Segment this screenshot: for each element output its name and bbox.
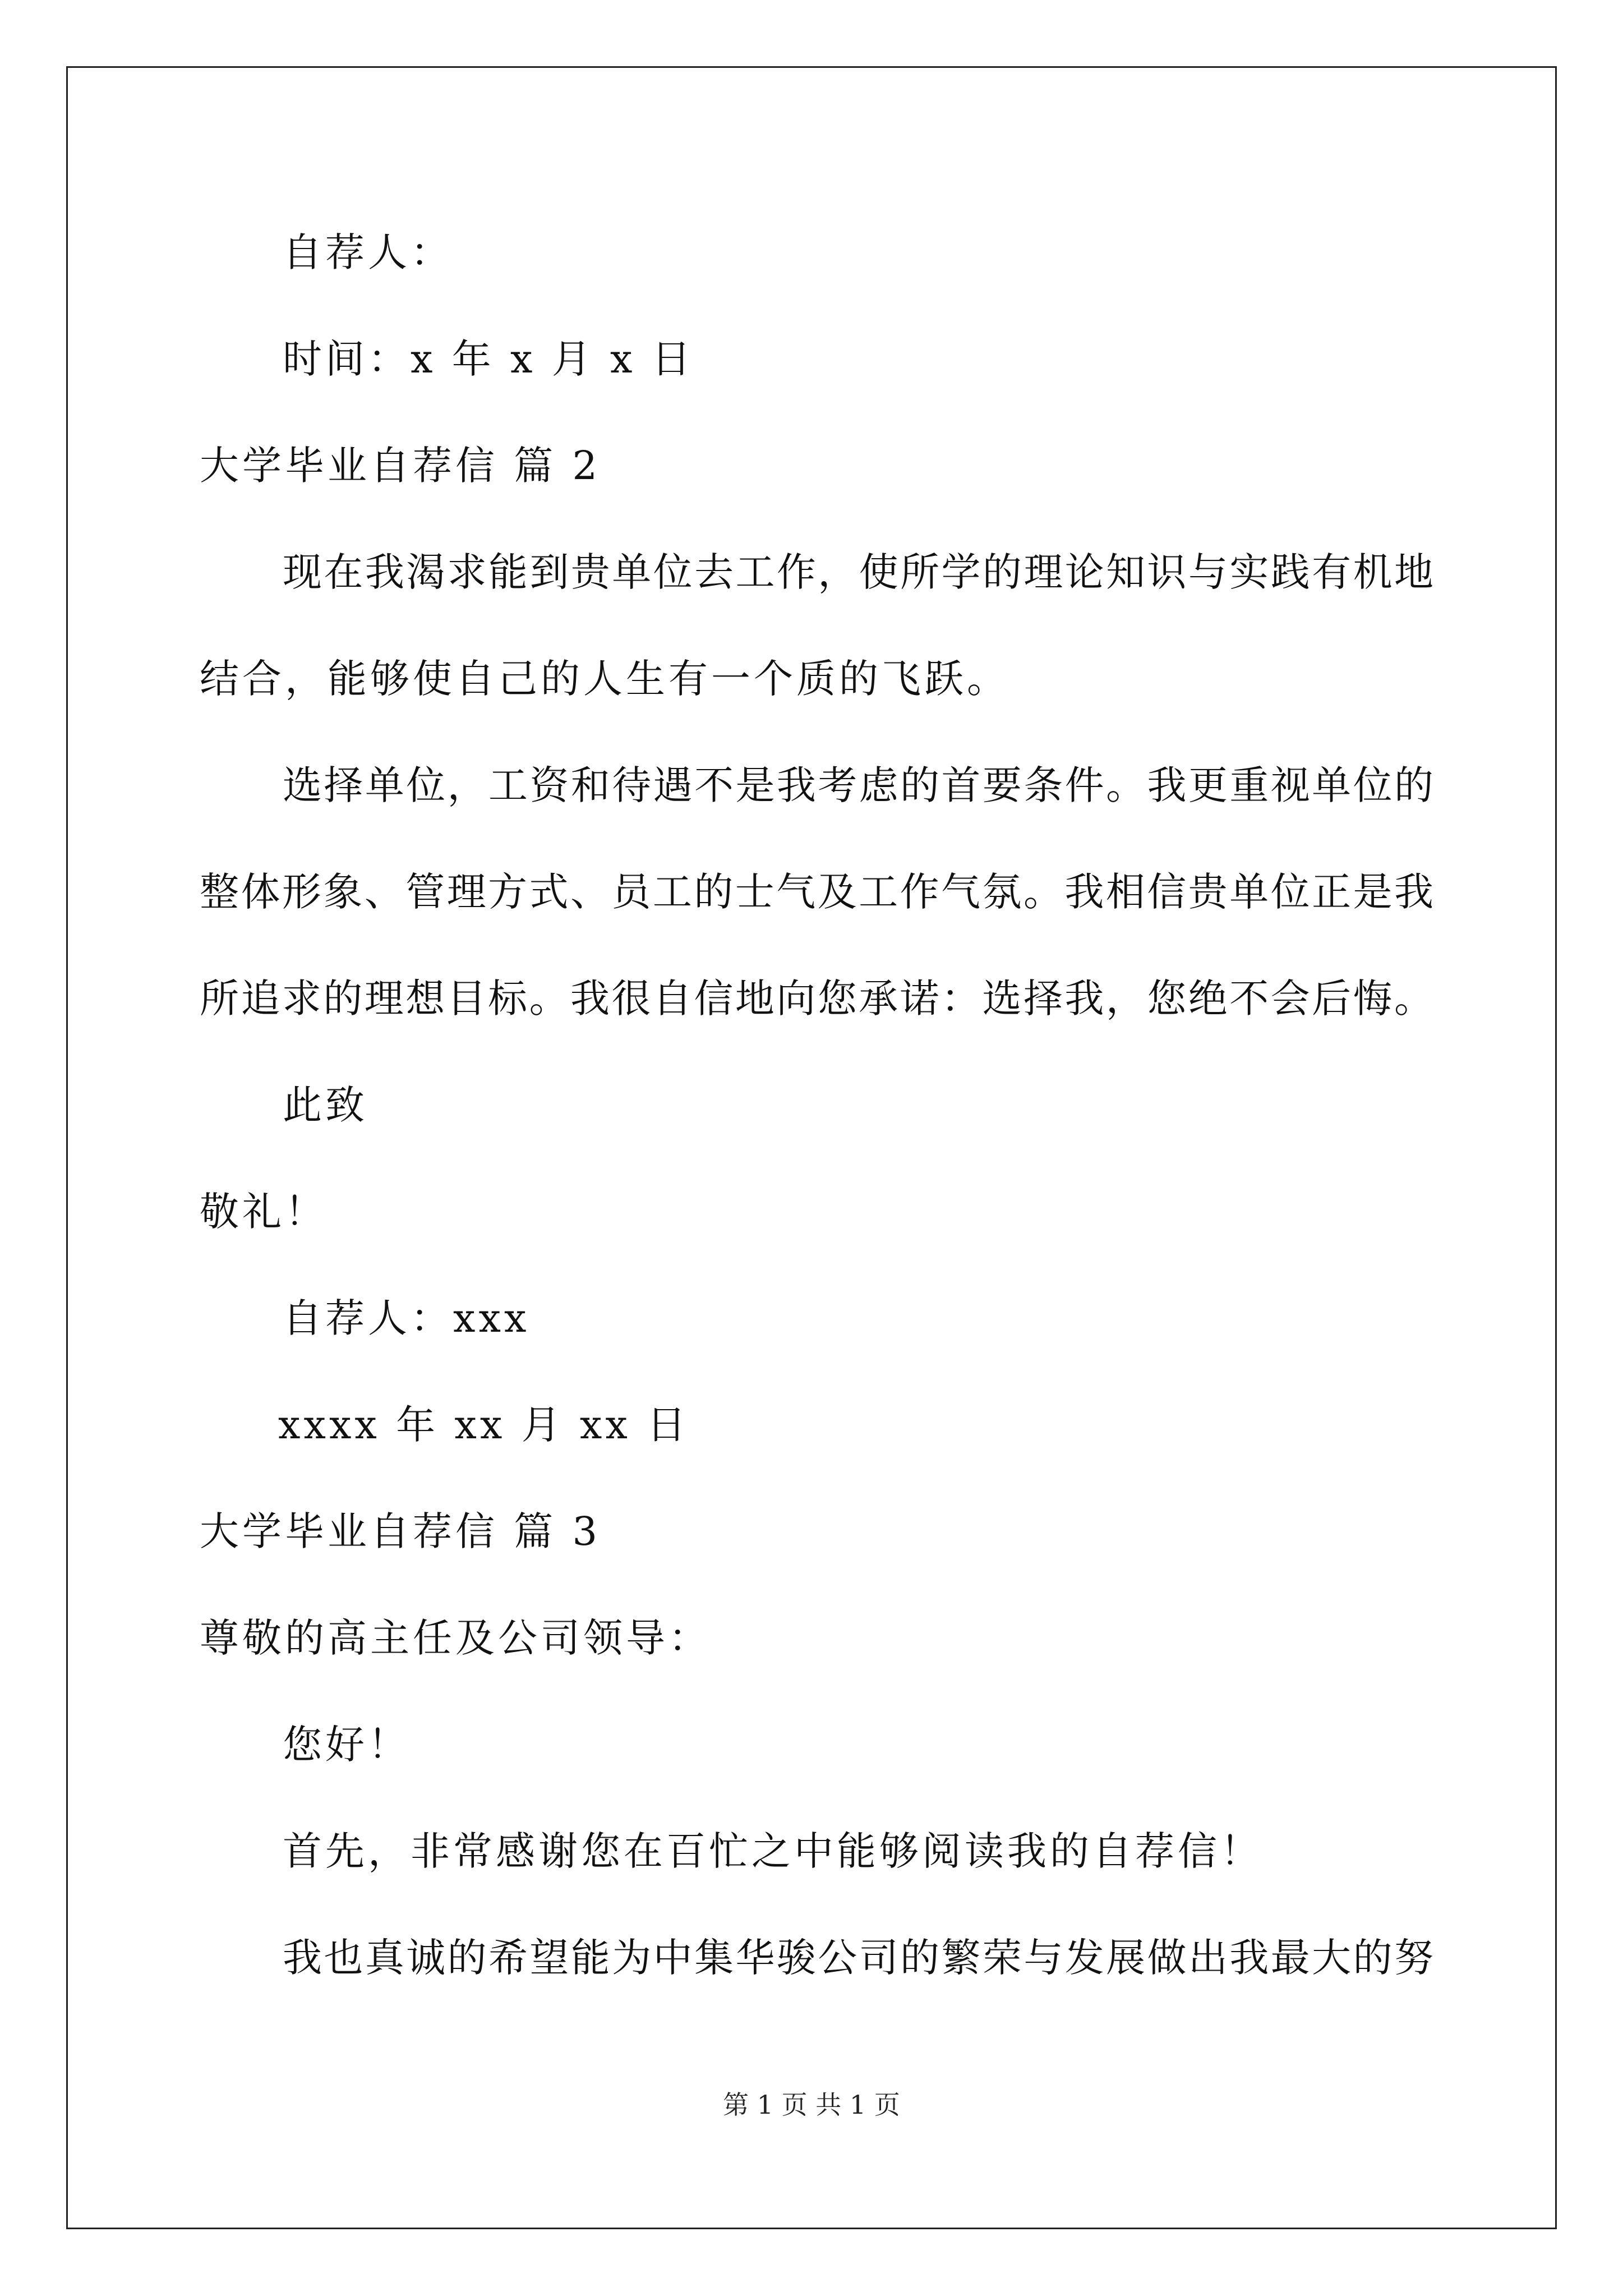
signature-line: 自荐人：xxx <box>283 1295 530 1341</box>
paragraph-line: 首先，非常感谢您在百忙之中能够阅读我的自荐信！ <box>283 1828 1263 1874</box>
page-border <box>66 66 1557 2229</box>
date-line: 时间：x 年 x 月 x 日 <box>283 336 694 382</box>
greeting-line: 您好！ <box>283 1722 411 1768</box>
page-indicator: 第 1 页 共 1 页 <box>723 2090 900 2120</box>
paragraph-line: 现在我渴求能到贵单位去工作，使所学的理论知识与实践有机地 <box>283 549 1433 595</box>
date-line: xxxx 年 xx 月 xx 日 <box>278 1402 690 1448</box>
paragraph-line: 选择单位，工资和待遇不是我考虑的首要条件。我更重视单位的 <box>283 762 1433 808</box>
signature-label: 自荐人： <box>283 229 453 275</box>
paragraph-line: 我也真诚的希望能为中集华骏公司的繁荣与发展做出我最大的努 <box>283 1935 1433 1981</box>
paragraph-line: 整体形象、管理方式、员工的士气及工作气氛。我相信贵单位正是我 <box>200 869 1433 915</box>
section-heading-2: 大学毕业自荐信 篇 2 <box>200 443 601 489</box>
salutation-line: 敬礼！ <box>200 1189 328 1235</box>
closing-line: 此致 <box>283 1082 368 1128</box>
paragraph-line: 所追求的理想目标。我很自信地向您承诺：选择我，您绝不会后悔。 <box>200 976 1433 1022</box>
section-heading-3: 大学毕业自荐信 篇 3 <box>200 1508 601 1554</box>
greeting-line: 尊敬的高主任及公司领导： <box>200 1615 711 1661</box>
paragraph-line: 结合，能够使自己的人生有一个质的飞跃。 <box>200 656 1009 702</box>
